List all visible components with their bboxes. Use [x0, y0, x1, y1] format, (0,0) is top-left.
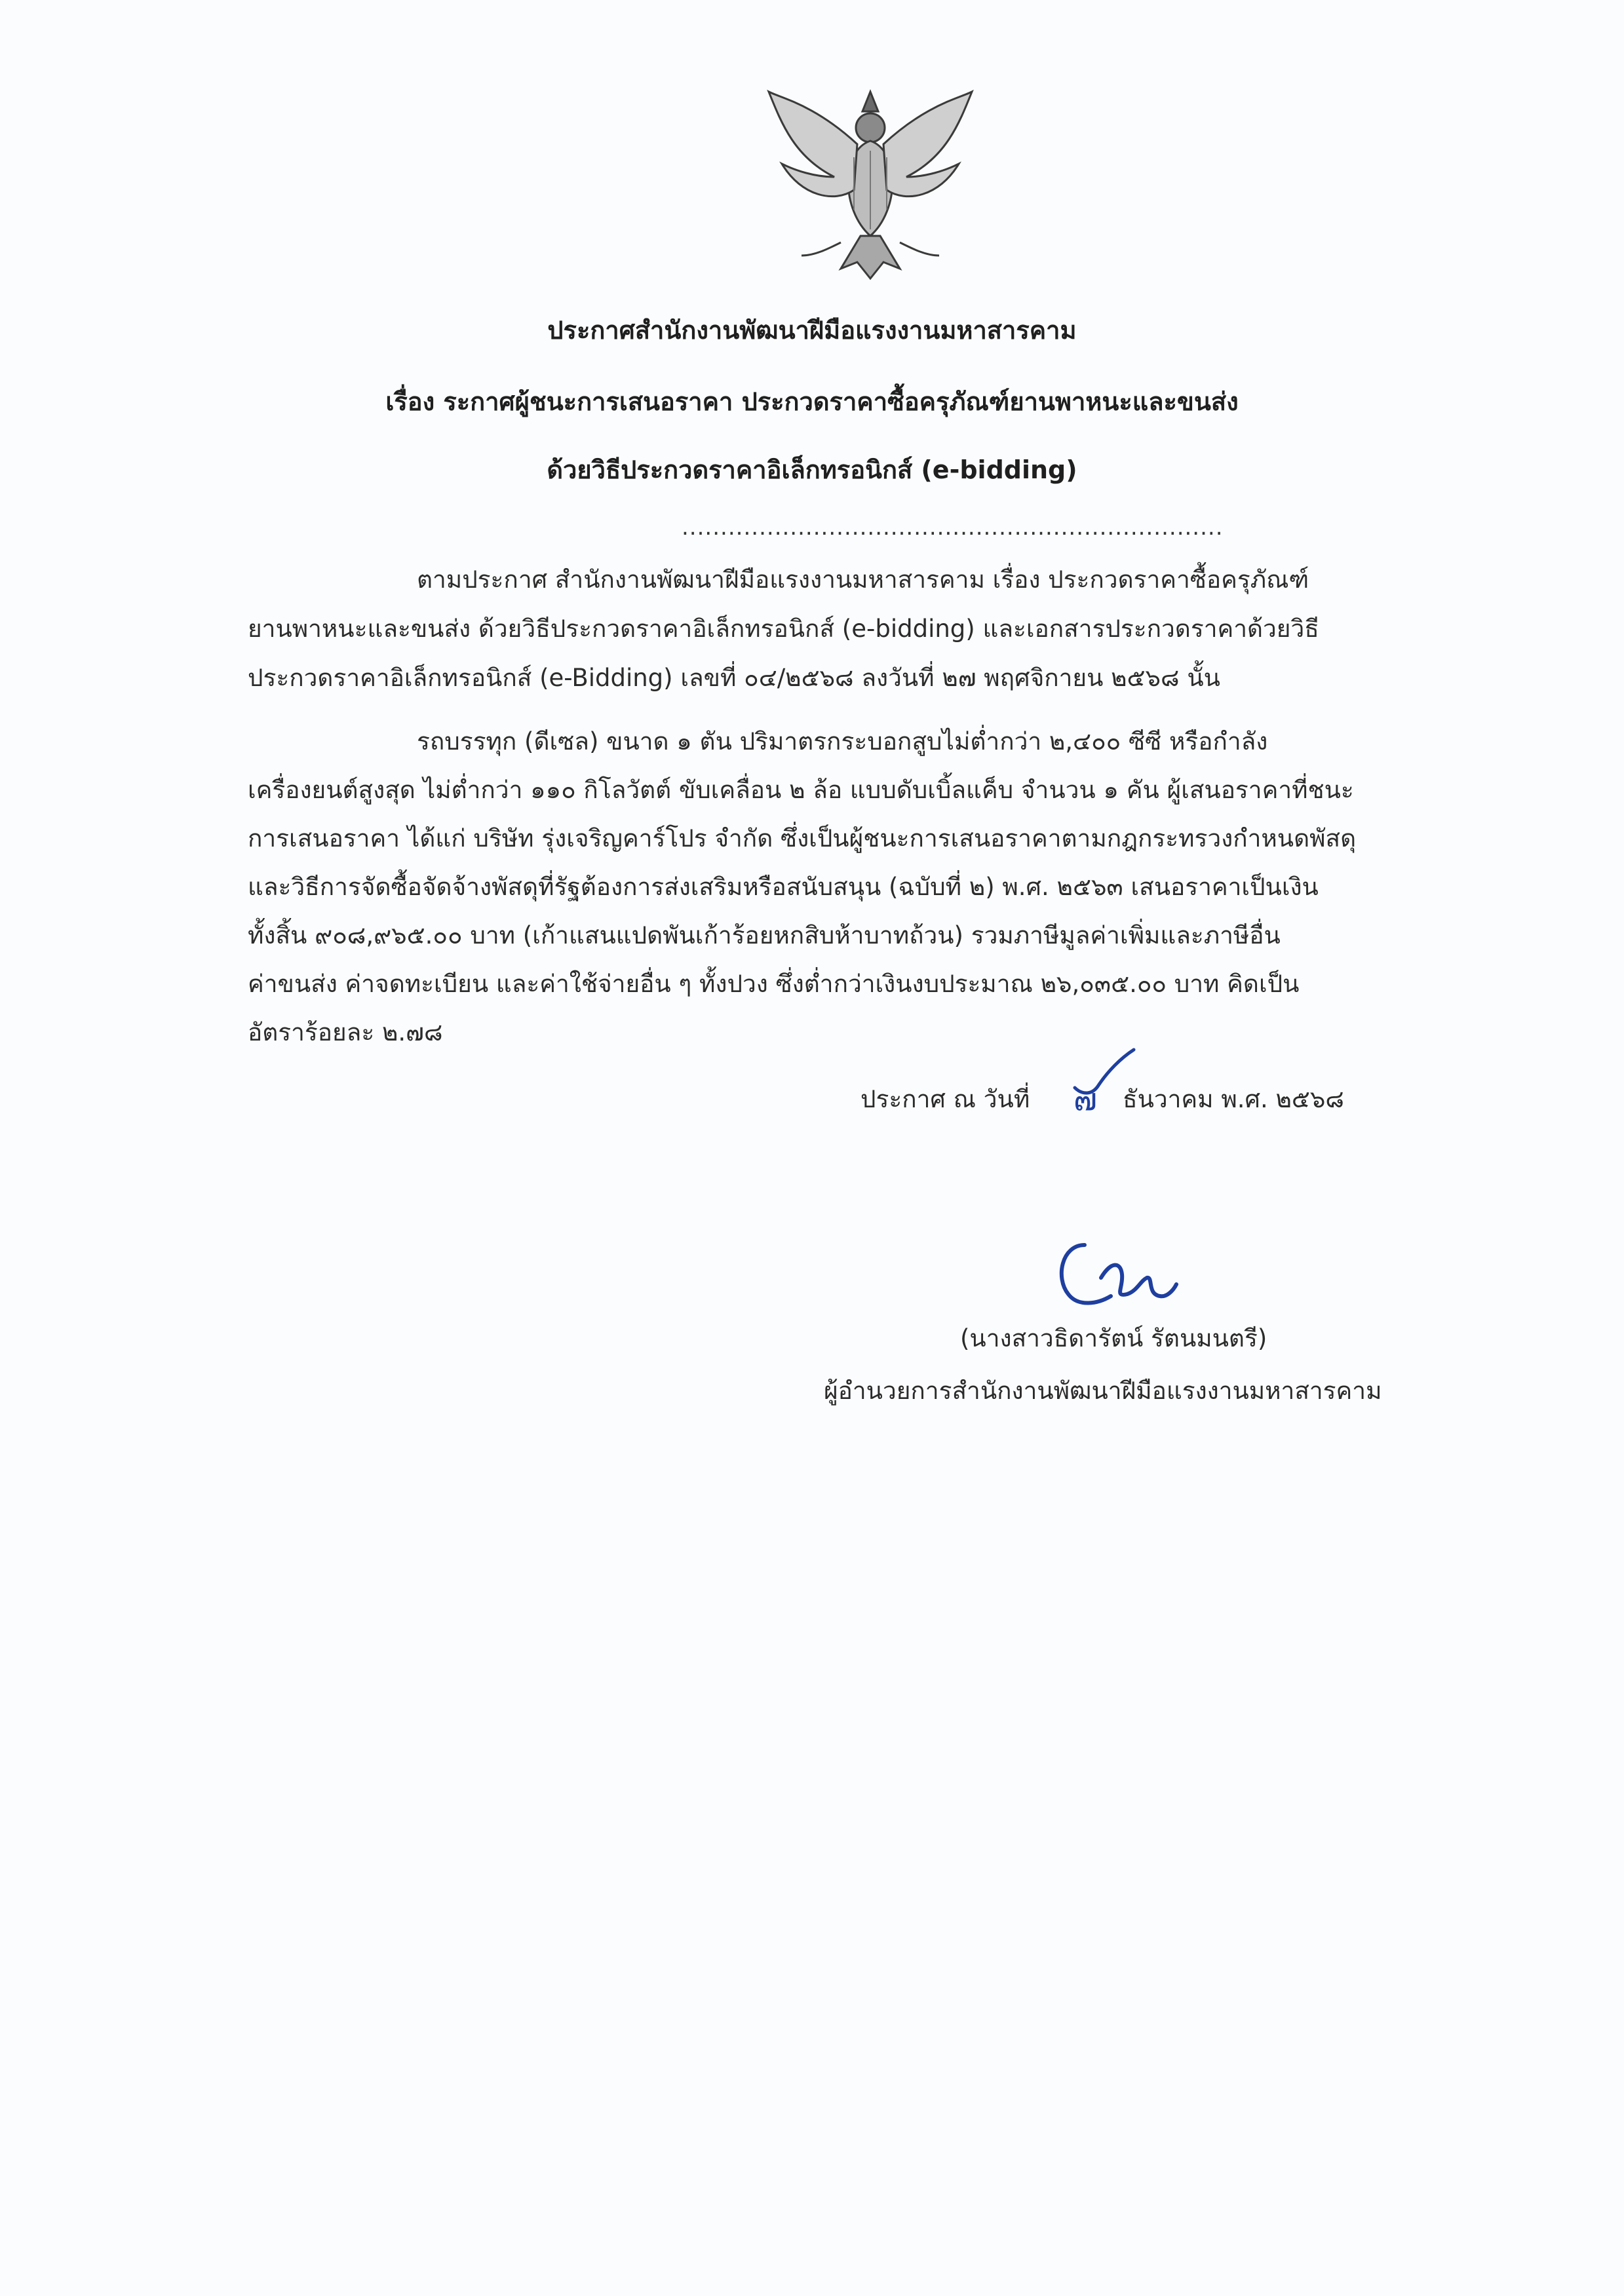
paragraph2-line: เครื่องยนต์สูงสุด ไม่ต่ำกว่า ๑๑๐ กิโลวัตต์ ขับเคลื่อน ๒ ล้อ แบบดับเบิ้ลแค็บ จำนวน ๑ คัน ผู้เสนอราคาที่ชนะ [248, 776, 1354, 804]
document-title-line1: ประกาศสำนักงานพัฒนาฝีมือแรงงานมหาสารคาม [547, 316, 1077, 345]
document-title-line3: ด้วยวิธีประกวดราคาอิเล็กทรอนิกส์ (e-bidding) [547, 455, 1077, 484]
signer-name: (นางสาวธิดารัตน์ รัตนมนตรี) [960, 1324, 1267, 1352]
paragraph2-line: รถบรรทุก (ดีเซล) ขนาด ๑ ตัน ปริมาตรกระบอกสูบไม่ต่ำกว่า ๒,๔๐๐ ซีซี หรือกำลัง [417, 727, 1268, 756]
signer-position: ผู้อำนวยการสำนักงานพัฒนาฝีมือแรงงานมหาสารคาม [824, 1377, 1382, 1405]
signature-icon [1049, 1238, 1180, 1311]
garuda-emblem-icon [762, 79, 978, 288]
date-suffix: ธันวาคม พ.ศ. ๒๕๖๘ [1123, 1085, 1344, 1113]
paragraph2-line: และวิธีการจัดซื้อจัดจ้างพัสดุที่รัฐต้องการส่งเสริมหรือสนับสนุน (ฉบับที่ ๒) พ.ศ. ๒๕๖๓ เสนอราคาเป็นเงิน [248, 873, 1319, 901]
paragraph1-line: ยานพาหนะและขนส่ง ด้วยวิธีประกวดราคาอิเล็กทรอนิกส์ (e-bidding) และเอกสารประกวดราคาด้วยวิธี [248, 615, 1319, 643]
day-value: ๗ [1073, 1081, 1098, 1118]
paragraph2-line: การเสนอราคา ได้แก่ บริษัท รุ่งเจริญคาร์โปร จำกัด ซึ่งเป็นผู้ชนะการเสนอราคาตามกฎกระทรวงกำหนดพัสดุ [248, 824, 1357, 852]
paragraph2-line: ทั้งสิ้น ๙๐๘,๙๖๕.๐๐ บาท (เก้าแสนแปดพันเก้าร้อยหกสิบห้าบาทถ้วน) รวมภาษีมูลค่าเพิ่มและภาษีอื่น [248, 921, 1281, 949]
paragraph2-line: อัตราร้อยละ ๒.๗๘ [248, 1018, 443, 1046]
paragraph2-line: ค่าขนส่ง ค่าจดทะเบียน และค่าใช้จ่ายอื่น ๆ ทั้งปวง ซึ่งต่ำกว่าเงินงบประมาณ ๒๖,๐๓๕.๐๐ บาท คิดเป็น [248, 970, 1300, 998]
date-prefix: ประกาศ ณ วันที่ [860, 1085, 1030, 1113]
paragraph1-line: ประกวดราคาอิเล็กทรอนิกส์ (e-Bidding) เลขที่ ๐๔/๒๕๖๘ ลงวันที่ ๒๗ พฤศจิกายน ๒๕๖๘ นั้น [248, 664, 1220, 692]
paragraph1-line: ตามประกาศ สำนักงานพัฒนาฝีมือแรงงานมหาสารคาม เรื่อง ประกวดราคาซื้อครุภัณฑ์ [417, 565, 1309, 594]
document-title-line2: เรื่อง ระกาศผู้ชนะการเสนอราคา ประกวดราคาซื้อครุภัณฑ์ยานพาหนะและขนส่ง [385, 387, 1239, 416]
title-separator: ...................................................................... [682, 514, 1224, 541]
